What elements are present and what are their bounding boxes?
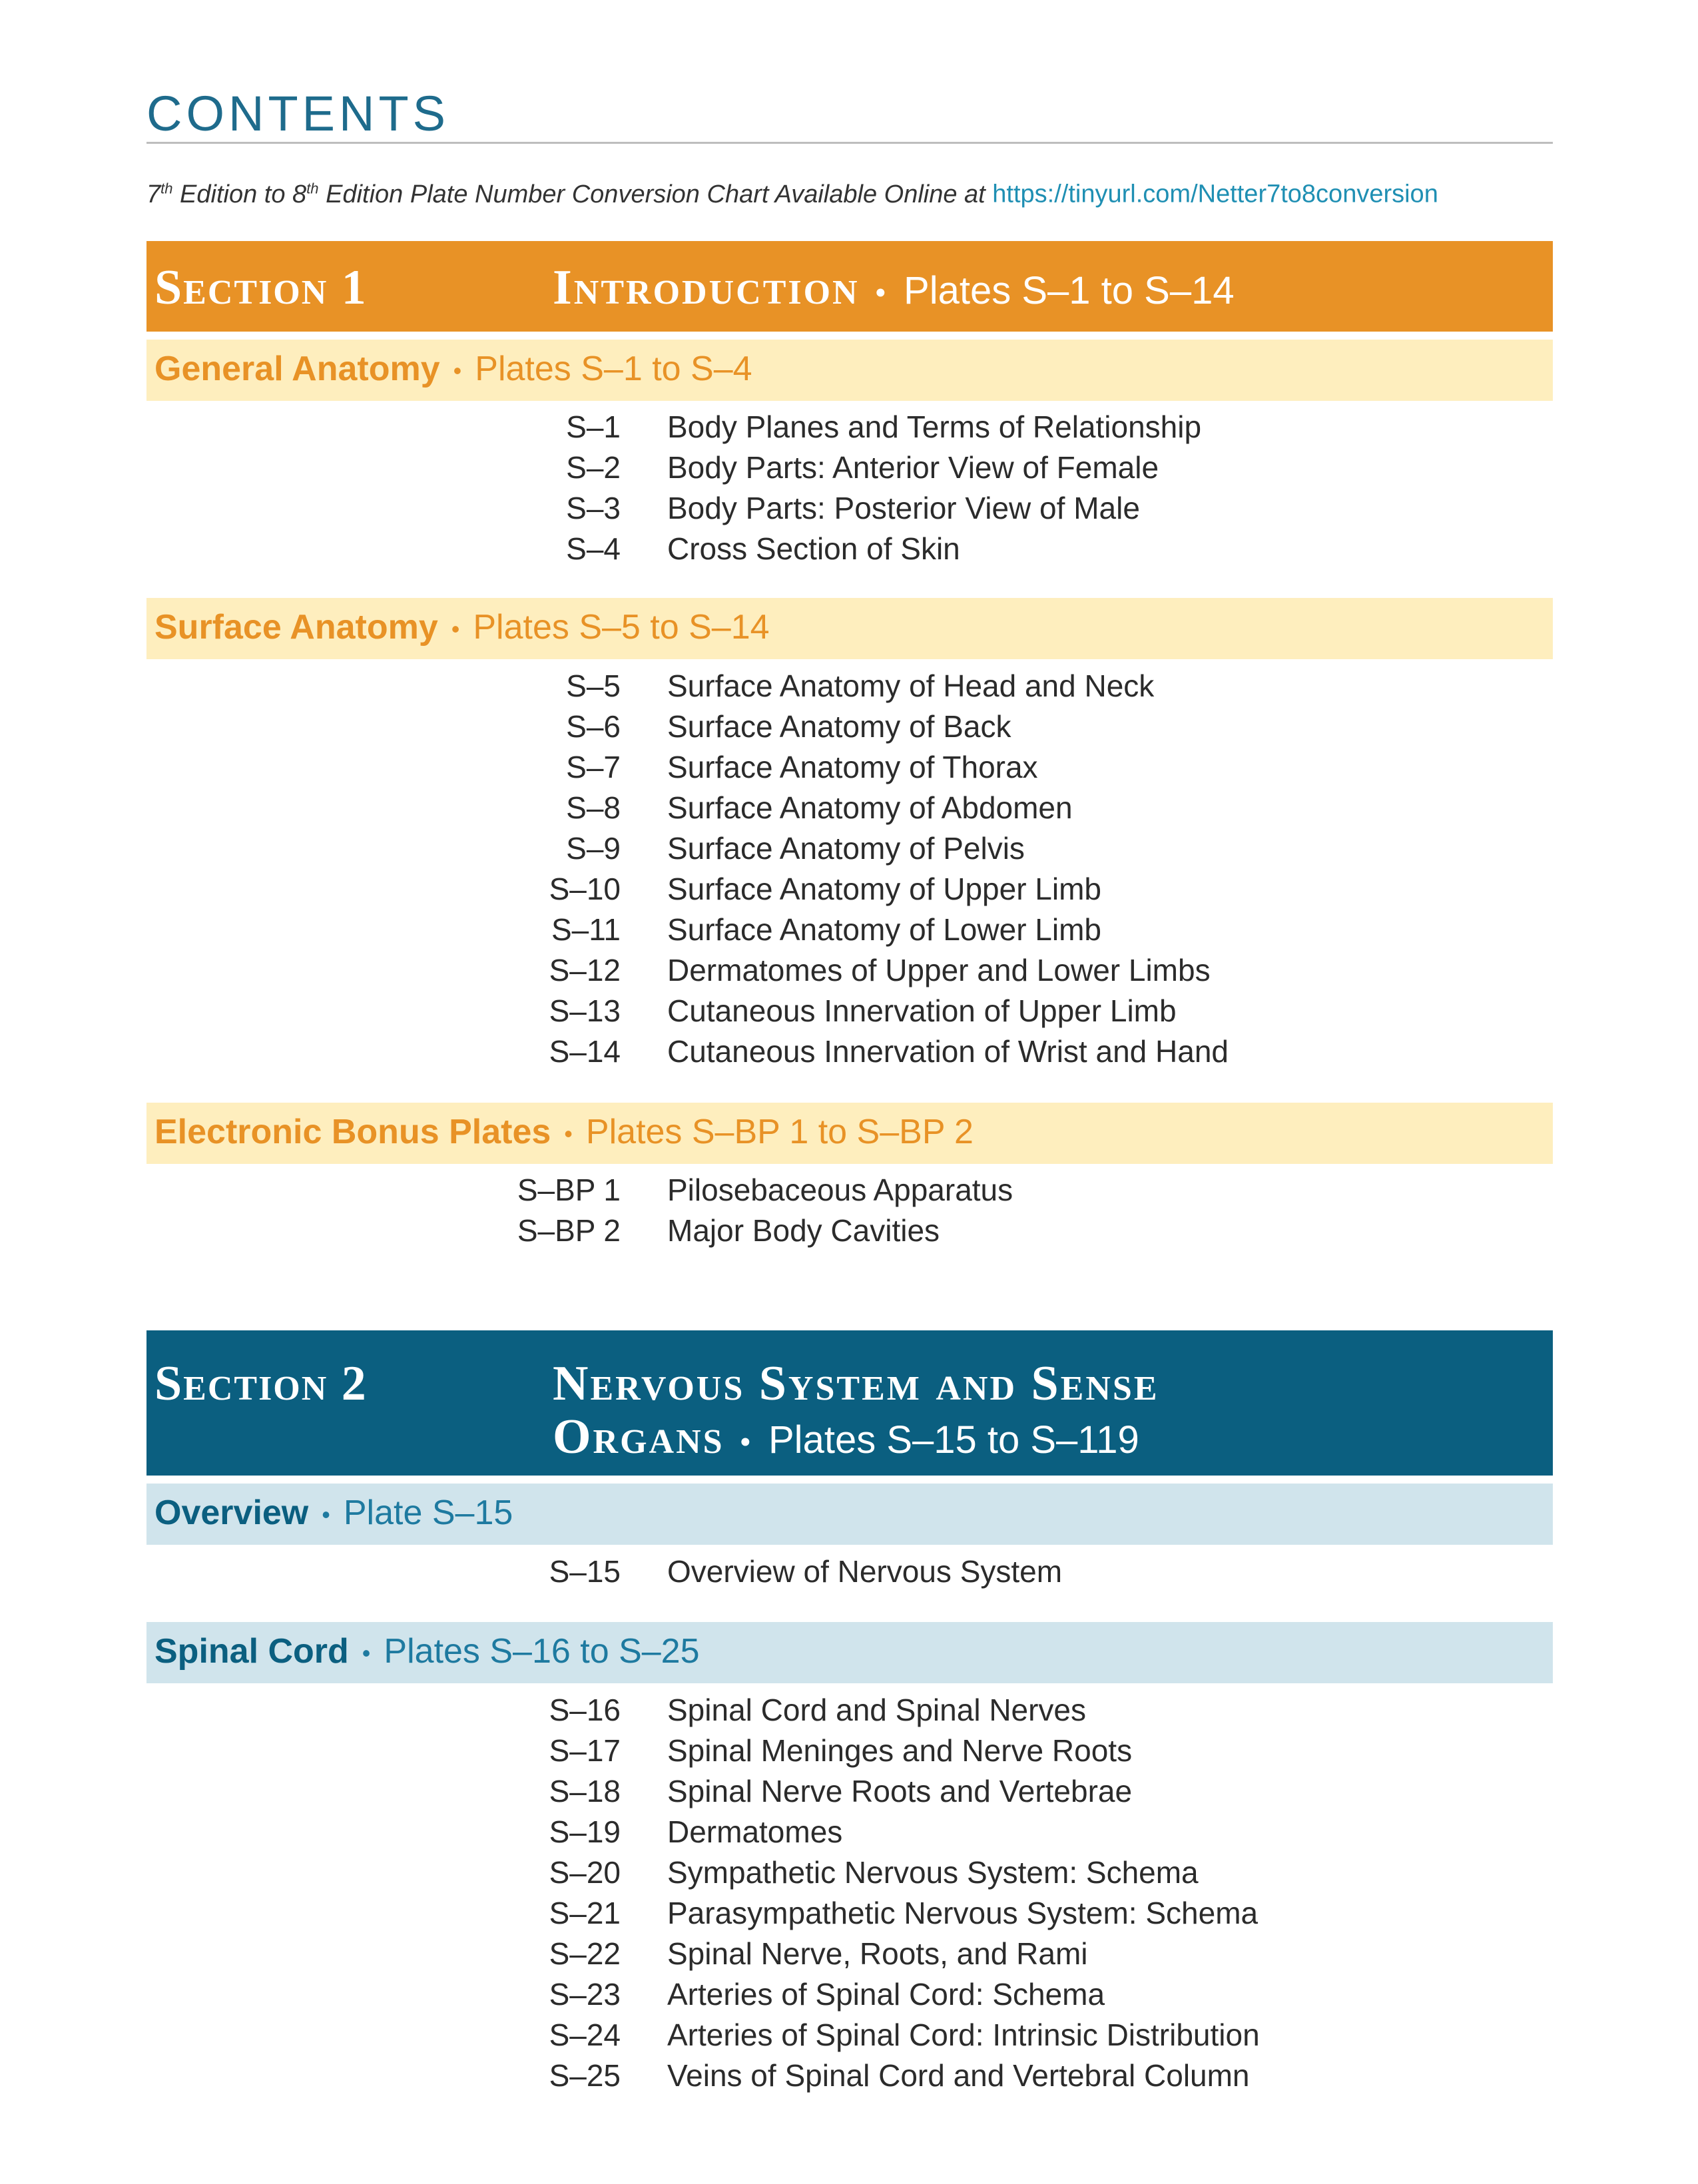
plate-title: Pilosebaceous Apparatus	[667, 1173, 1013, 1207]
bullet-icon: •	[740, 1425, 752, 1458]
section-title: Introduction • Plates S–1 to S–14	[553, 260, 1235, 315]
plate-title: Surface Anatomy of Lower Limb	[667, 912, 1101, 947]
plate-title: Sympathetic Nervous System: Schema	[667, 1855, 1199, 1890]
plate-number: S–7	[566, 750, 621, 784]
contents-entry[interactable]	[400, 2017, 1532, 2057]
plate-title: Dermatomes	[667, 1814, 843, 1849]
plate-title: Surface Anatomy of Back	[667, 709, 1011, 744]
subsection-title: General Anatomy	[154, 350, 440, 388]
contents-entry[interactable]	[400, 449, 1532, 490]
plate-number: S–25	[549, 2058, 621, 2093]
subsection-plates: Plates S–1 to S–4	[475, 350, 752, 388]
plate-number: S–19	[549, 1814, 621, 1849]
plate-number: S–BP 1	[517, 1173, 621, 1207]
contents-entry[interactable]	[400, 1936, 1532, 1976]
contents-entry[interactable]	[400, 1033, 1532, 1074]
contents-entry[interactable]	[400, 1976, 1532, 2017]
plate-number: S–2	[566, 450, 621, 485]
plate-number: S–17	[549, 1733, 621, 1768]
subsection-title: Surface Anatomy	[154, 608, 438, 647]
page-title: CONTENTS	[146, 86, 449, 141]
contents-entry[interactable]	[400, 2057, 1532, 2098]
subsection-plates: Plate S–15	[343, 1494, 513, 1532]
plate-number: S–16	[549, 1693, 621, 1727]
plate-number: S–4	[566, 531, 621, 566]
contents-entry[interactable]	[400, 1553, 1532, 1594]
plate-number: S–8	[566, 790, 621, 825]
plate-title: Dermatomes of Upper and Lower Limbs	[667, 953, 1211, 987]
contents-entry[interactable]	[400, 708, 1532, 749]
contents-entry[interactable]	[400, 749, 1532, 790]
contents-entry[interactable]	[400, 1854, 1532, 1895]
subsection-spinal-cord: Spinal Cord • Plates S–16 to S–25	[146, 1622, 1553, 1683]
subsection-plates: Plates S–5 to S–14	[473, 608, 770, 647]
plate-title: Body Parts: Anterior View of Female	[667, 450, 1159, 485]
plate-number: S–15	[549, 1554, 621, 1589]
contents-entry[interactable]	[400, 952, 1532, 993]
plate-number: S–1	[566, 410, 621, 444]
title-divider	[146, 142, 1553, 144]
subsection-general-anatomy: General Anatomy • Plates S–1 to S–4	[146, 340, 1553, 401]
plate-number: S–3	[566, 491, 621, 525]
plate-title: Overview of Nervous System	[667, 1554, 1063, 1589]
plate-title: Spinal Meninges and Nerve Roots	[667, 1733, 1133, 1768]
entries-general-anatomy	[400, 409, 1532, 571]
subsection-plates: Plates S–BP 1 to S–BP 2	[585, 1113, 974, 1151]
plate-number: S–24	[549, 2018, 621, 2052]
plate-number: S–14	[549, 1034, 621, 1069]
plate-number: S–BP 2	[517, 1213, 621, 1248]
entries-spinal-cord	[400, 1692, 1532, 2098]
contents-entry[interactable]	[400, 1213, 1532, 1253]
plate-number: S–6	[566, 709, 621, 744]
plate-title: Veins of Spinal Cord and Vertebral Column	[667, 2058, 1250, 2093]
plate-title: Surface Anatomy of Pelvis	[667, 831, 1025, 866]
plate-number: S–11	[551, 912, 621, 947]
contents-entry[interactable]	[400, 668, 1532, 708]
subsection-title: Overview	[154, 1494, 309, 1532]
conversion-note: 7th Edition to 8th Edition Plate Number Conversion Chart Available Online at https://tinyurl.com/Netter7to8conversion	[146, 180, 1438, 208]
plate-title: Arteries of Spinal Cord: Schema	[667, 1977, 1105, 2012]
plate-title: Body Parts: Posterior View of Male	[667, 491, 1140, 525]
plate-title: Cutaneous Innervation of Wrist and Hand	[667, 1034, 1229, 1069]
plate-number: S–12	[549, 953, 621, 987]
contents-entry[interactable]	[400, 993, 1532, 1033]
plate-number: S–18	[549, 1774, 621, 1808]
subsection-title: Electronic Bonus Plates	[154, 1113, 551, 1151]
section-label: Section 2	[154, 1356, 368, 1411]
contents-entry[interactable]	[400, 830, 1532, 871]
subsection-title: Spinal Cord	[154, 1632, 349, 1671]
plate-number: S–22	[549, 1936, 621, 1971]
subsection-surface-anatomy: Surface Anatomy • Plates S–5 to S–14	[146, 598, 1553, 659]
plate-title: Parasympathetic Nervous System: Schema	[667, 1896, 1259, 1930]
plate-title: Spinal Nerve, Roots, and Rami	[667, 1936, 1088, 1971]
plate-title: Major Body Cavities	[667, 1213, 940, 1248]
contents-entry[interactable]	[400, 1814, 1532, 1854]
entries-electronic-bonus-plates	[400, 1172, 1532, 1253]
plate-number: S–10	[549, 872, 621, 906]
plate-title: Arteries of Spinal Cord: Intrinsic Distribution	[667, 2018, 1260, 2052]
plate-title: Surface Anatomy of Head and Neck	[667, 669, 1155, 703]
contents-entry[interactable]	[400, 409, 1532, 449]
contents-entry[interactable]	[400, 1895, 1532, 1936]
section-2-header	[146, 1330, 1553, 1476]
plate-number: S–13	[549, 993, 621, 1028]
plate-number: S–23	[549, 1977, 621, 2012]
conversion-chart-link[interactable]: https://tinyurl.com/Netter7to8conversion	[992, 180, 1438, 208]
plate-title: Surface Anatomy of Abdomen	[667, 790, 1073, 825]
subsection-plates: Plates S–16 to S–25	[384, 1632, 700, 1671]
plate-title: Cutaneous Innervation of Upper Limb	[667, 993, 1177, 1028]
subsection-overview: Overview • Plate S–15	[146, 1484, 1553, 1545]
plate-title: Cross Section of Skin	[667, 531, 960, 566]
section-1-header	[146, 241, 1553, 332]
section-title-continued: Organs • Plates S–15 to S–119	[553, 1410, 1139, 1464]
contents-entry[interactable]	[400, 790, 1532, 830]
plate-title: Spinal Nerve Roots and Vertebrae	[667, 1774, 1133, 1808]
entries-overview	[400, 1553, 1532, 1594]
section-title: Nervous System and Sense	[553, 1356, 1159, 1411]
contents-entry[interactable]	[400, 1692, 1532, 1733]
plate-number: S–20	[549, 1855, 621, 1890]
section-plates: Plates S–15 to S–119	[768, 1418, 1139, 1462]
plate-number: S–9	[566, 831, 621, 866]
bullet-icon: •	[875, 276, 888, 309]
contents-entry[interactable]	[400, 912, 1532, 952]
contents-entry[interactable]	[400, 1773, 1532, 1814]
section-plates: Plates S–1 to S–14	[904, 269, 1235, 312]
contents-entry[interactable]	[400, 1172, 1532, 1213]
contents-entry[interactable]	[400, 1733, 1532, 1773]
plate-title: Spinal Cord and Spinal Nerves	[667, 1693, 1087, 1727]
contents-entry[interactable]	[400, 531, 1532, 571]
plate-title: Body Planes and Terms of Relationship	[667, 410, 1202, 444]
entries-surface-anatomy	[400, 668, 1532, 1074]
section-label: Section 1	[154, 260, 368, 315]
plate-number: S–5	[566, 669, 621, 703]
plate-number: S–21	[549, 1896, 621, 1930]
subsection-electronic-bonus-plates: Electronic Bonus Plates • Plates S–BP 1 to S–BP 2	[146, 1103, 1553, 1164]
plate-title: Surface Anatomy of Upper Limb	[667, 872, 1101, 906]
plate-title: Surface Anatomy of Thorax	[667, 750, 1038, 784]
contents-entry[interactable]	[400, 490, 1532, 531]
contents-entry[interactable]	[400, 871, 1532, 912]
